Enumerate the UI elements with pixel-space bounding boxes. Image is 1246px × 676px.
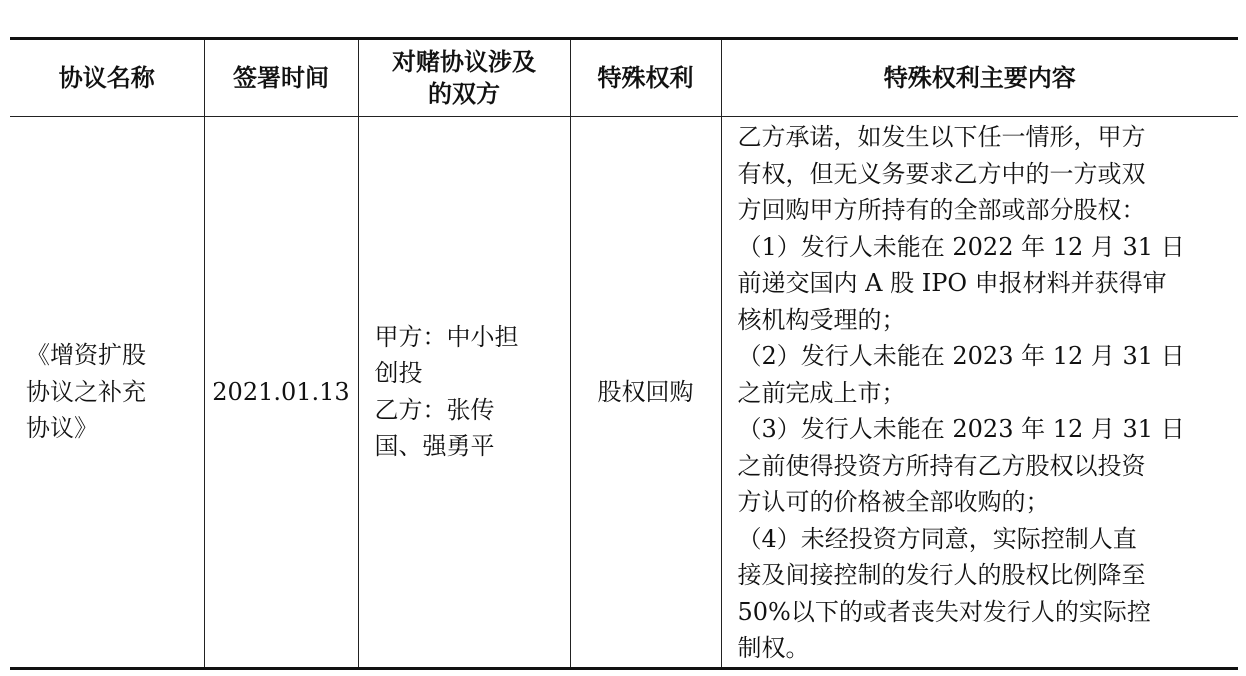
header-special-right-text: 特殊权利 <box>597 63 694 92</box>
header-right-content <box>721 39 1238 117</box>
content-line-6: 核机构受理的； <box>737 305 906 334</box>
header-agreement-name <box>10 39 204 117</box>
header-parties-line-2: 的双方 <box>428 79 500 108</box>
header-row <box>10 39 1238 117</box>
header-signing-date <box>204 39 358 117</box>
header-parties-line-1: 对赌协议涉及 <box>392 47 536 76</box>
agreement-name-cell <box>10 117 204 669</box>
content-line-14: 50%以下的或者丧失对发行人的实际控 <box>737 597 1151 626</box>
header-special-right <box>570 39 721 117</box>
content-line-15: 制权。 <box>737 634 810 662</box>
special-right-value: 股权回购 <box>597 377 694 406</box>
header-agreement-name-text: 协议名称 <box>58 63 155 92</box>
special-rights-table <box>10 37 1238 670</box>
parties-line-3: 乙方：张传 <box>374 395 495 424</box>
parties-cell <box>358 117 570 669</box>
content-line-11: 方认可的价格被全部收购的； <box>737 488 1050 516</box>
content-line-13: 接及间接控制的发行人的股权比例降至 <box>737 561 1146 589</box>
header-parties <box>358 39 570 117</box>
parties-line-2: 创投 <box>374 359 423 388</box>
header-right-content-text: 特殊权利主要内容 <box>883 63 1076 92</box>
content-line-7: （2）发行人未能在 2023 年 12 月 31 日 <box>737 342 1185 370</box>
content-line-2: 有权，但无义务要求乙方中的一方或双 <box>737 159 1146 188</box>
content-line-1: 乙方承诺，如发生以下任一情形，甲方 <box>737 123 1146 151</box>
agreement-name-line-2: 协议之补充 <box>26 377 146 406</box>
signing-date-value: 2021.01.13 <box>212 377 350 406</box>
parties-line-1: 甲方：中小担 <box>374 322 519 351</box>
right-content-cell <box>721 117 1238 669</box>
signing-date-cell <box>204 117 358 669</box>
agreement-name-line-1: 《增资扩股 <box>26 341 146 369</box>
content-line-12: （4）未经投资方同意，实际控制人直 <box>737 524 1137 553</box>
content-line-8: 之前完成上市； <box>737 378 906 407</box>
content-line-4: （1）发行人未能在 2022 年 12 月 31 日 <box>737 232 1185 261</box>
table-row <box>10 117 1238 669</box>
content-line-9: （3）发行人未能在 2023 年 12 月 31 日 <box>737 415 1185 443</box>
parties-line-4: 国、强勇平 <box>374 432 495 461</box>
content-line-10: 之前使得投资方所持有乙方股权以投资 <box>737 451 1146 480</box>
header-signing-date-text: 签署时间 <box>233 63 329 92</box>
content-line-5: 前递交国内 A 股 IPO 申报材料并获得审 <box>737 269 1167 297</box>
agreement-name-line-3: 协议》 <box>26 414 98 442</box>
special-right-cell <box>570 117 721 669</box>
content-line-3: 方回购甲方所持有的全部或部分股权： <box>737 196 1146 224</box>
